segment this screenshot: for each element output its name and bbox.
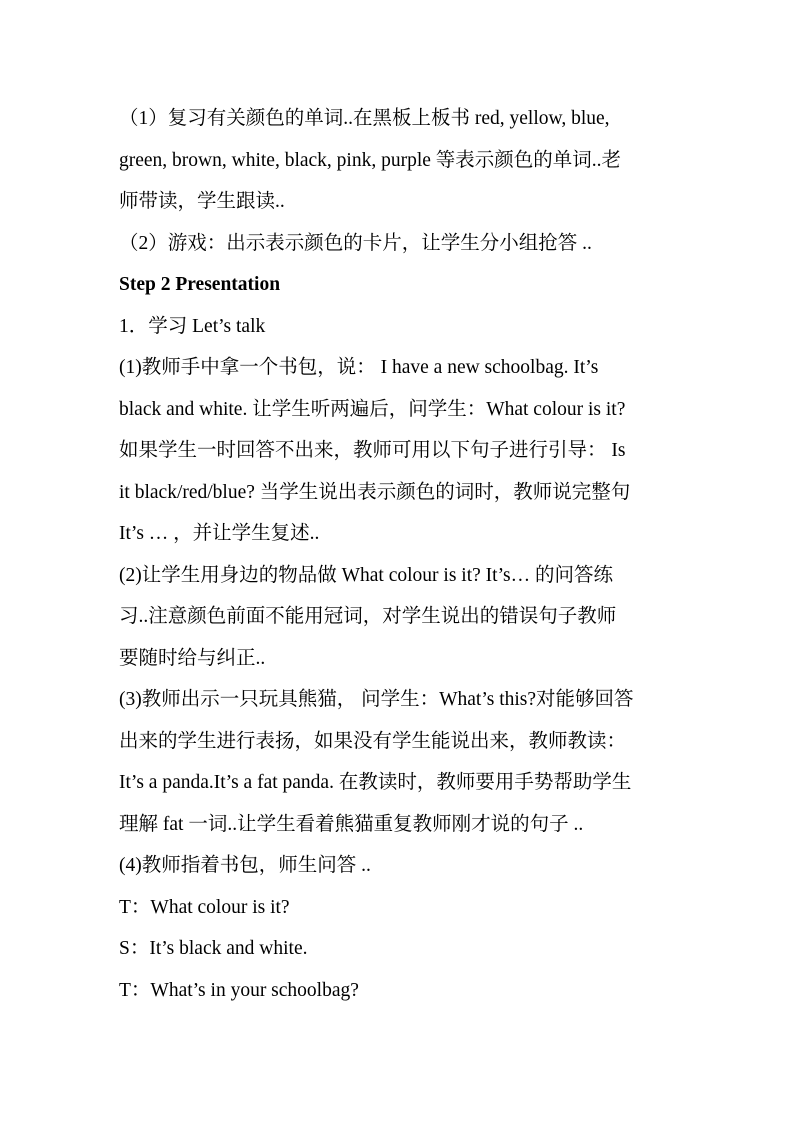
paragraph-3-line-2: 出来的学生进行表扬，如果没有学生能说出来，教师教读： [119, 730, 627, 752]
paragraph-1-line-2: black and white. 让学生听两遍后，问学生：What colour is it? [119, 398, 626, 420]
paragraph-1-line-5: It’s … ，并让学生复述.. [119, 523, 320, 544]
dialogue-line-1: T：What colour is it? [119, 896, 290, 918]
paragraph-2-line-3: 要随时给与纠正.. [119, 647, 266, 669]
document-body [119, 100, 699, 1013]
subsection-title: 1．学习 Let’s talk [119, 315, 266, 337]
paragraph-2-line-2: 习..注意颜色前面不能用冠词，对学生说出的错误句子教师 [119, 606, 617, 627]
paragraph-2-line-1: (2)让学生用身边的物品做 What colour is it? It’s… 的问答练 [119, 564, 613, 586]
game-step-line: （2）游戏：出示表示颜色的卡片，让学生分小组抢答 .. [119, 232, 592, 254]
paragraph-1-line-3: 如果学生一时回答不出来，教师可用以下句子进行引导： Is [119, 440, 626, 461]
paragraph-3-line-3: It’s a panda.It’s a fat panda. 在教读时，教师要用手势帮助学生 [119, 772, 632, 793]
paragraph-3-line-1: (3)教师出示一只玩具熊猫， 问学生：What’s this?对能够回答 [119, 689, 634, 710]
paragraph-4-line-1: (4)教师指着书包，师生问答 .. [119, 855, 371, 876]
review-step-line-2: green, brown, white, black, pink, purple 等表示颜色的单词..老 [119, 149, 622, 171]
dialogue-line-3: T：What’s in your schoolbag? [119, 979, 359, 1001]
paragraph-1-line-1: (1)教师手中拿一个书包，说： I have a new schoolbag. It’s [119, 357, 599, 378]
dialogue-line-2: S：It’s black and white. [119, 938, 308, 959]
section-heading: Step 2 Presentation [119, 274, 281, 295]
review-step-line-3: 师带读，学生跟读.. [119, 191, 285, 212]
paragraph-1-line-4: it black/red/blue? 当学生说出表示颜色的词时，教师说完整句 [119, 481, 631, 503]
paragraph-3-line-4: 理解 fat 一词..让学生看着熊猫重复教师刚才说的句子 .. [119, 813, 584, 835]
review-step-line-1: （1）复习有关颜色的单词..在黑板上板书 red, yellow, blue, [119, 108, 610, 129]
